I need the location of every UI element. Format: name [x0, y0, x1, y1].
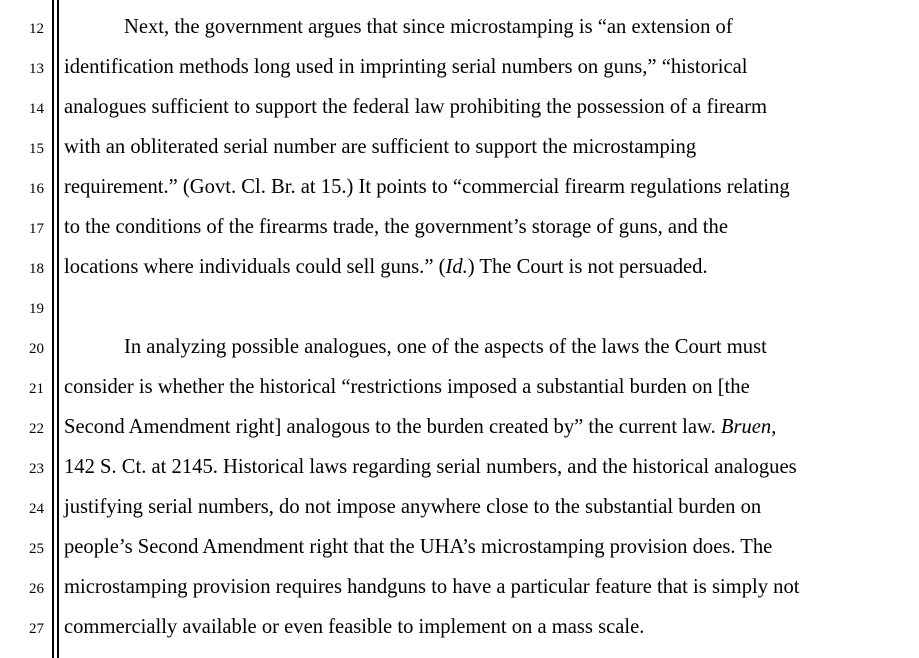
paragraph-2-line: In analyzing possible analogues, one of the aspects of the laws the Court must: [124, 336, 767, 358]
line-number: 21: [29, 381, 44, 397]
line-number: 18: [29, 261, 44, 277]
paragraph-2-line: [64, 414, 776, 440]
paragraph-1-line: identification methods long used in imprinting serial numbers on guns,” “historical: [64, 56, 748, 78]
paragraph-2-line: microstamping provision requires handguns to have a particular feature that is simply not: [64, 576, 800, 598]
paragraph-2-line: commercially available or even feasible to implement on a mass scale.: [64, 616, 645, 638]
paragraph-2-line: consider is whether the historical “restrictions imposed a substantial burden on [the: [64, 376, 750, 398]
line-number: 17: [29, 221, 44, 237]
line-number: 23: [29, 461, 44, 477]
citation-bruen: Bruen: [720, 416, 772, 438]
margin-rule-left: [52, 0, 54, 658]
paragraph-1-line: requirement.” (Govt. Cl. Br. at 15.) It points to “commercial firearm regulations relating: [64, 176, 790, 198]
line-number: 25: [29, 541, 44, 557]
paragraph-1-line: Next, the government argues that since microstamping is “an extension of: [124, 16, 733, 38]
line-number: 12: [29, 21, 44, 37]
paragraph-2-line: people’s Second Amendment right that the UHA’s microstamping provision does. The: [64, 536, 773, 558]
text-segment: ,: [771, 416, 777, 438]
line-number: 24: [29, 501, 44, 517]
text-segment: ) The Court is not persuaded.: [467, 256, 708, 278]
line-number: 19: [29, 301, 44, 317]
text-segment: locations where individuals could sell guns.” (: [64, 256, 446, 278]
paragraph-2-line: 142 S. Ct. at 2145. Historical laws regarding serial numbers, and the historical analogues: [64, 456, 797, 478]
paragraph-1-line: with an obliterated serial number are sufficient to support the microstamping: [64, 136, 697, 158]
line-number: 16: [29, 181, 44, 197]
paragraph-2-line: justifying serial numbers, do not impose anywhere close to the substantial burden on: [64, 496, 762, 518]
paragraph-1-line: [64, 254, 708, 280]
line-number: 22: [29, 421, 44, 437]
text-segment: Second Amendment right] analogous to the burden created by” the current law.: [64, 416, 721, 438]
line-number: 20: [29, 341, 44, 357]
citation-id: Id.: [445, 256, 468, 278]
line-number: 15: [29, 141, 44, 157]
line-number: 27: [29, 621, 44, 637]
paragraph-1-line: analogues sufficient to support the federal law prohibiting the possession of a firearm: [64, 96, 768, 118]
line-number: 26: [29, 581, 44, 597]
line-number: 13: [29, 61, 44, 77]
margin-rule-right: [57, 0, 59, 658]
paragraph-1-line: to the conditions of the firearms trade, the government’s storage of guns, and the: [64, 216, 728, 238]
line-number: 14: [29, 101, 44, 117]
